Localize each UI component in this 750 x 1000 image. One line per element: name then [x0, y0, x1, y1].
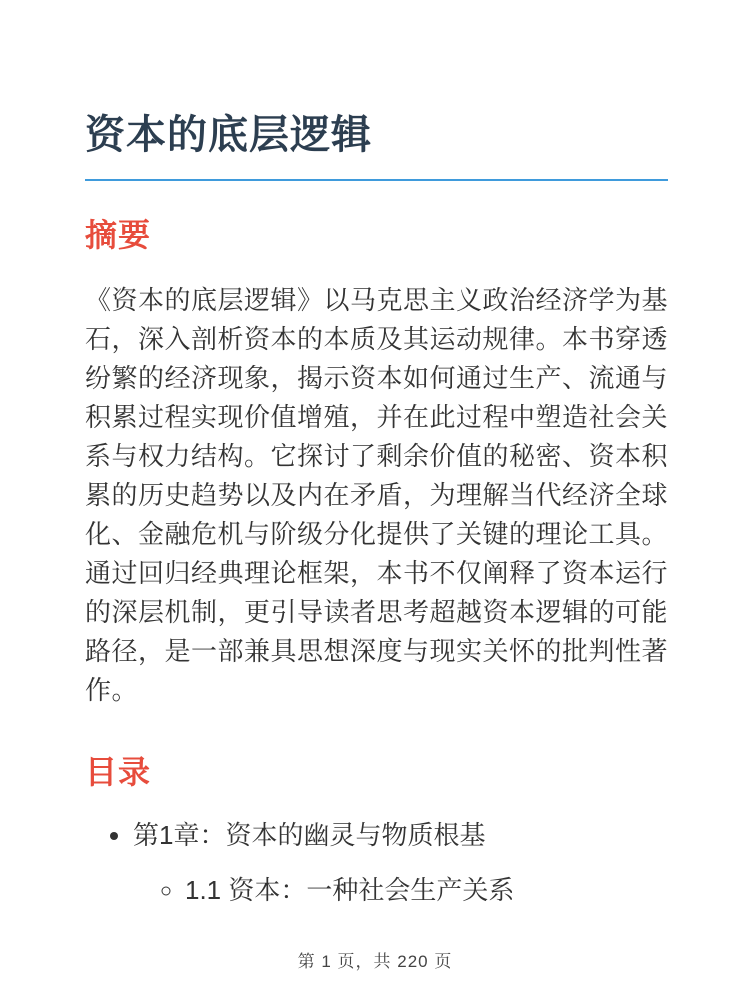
- toc-section-item: [185, 871, 668, 910]
- toc-heading: 目录: [85, 754, 152, 790]
- abstract-heading: 摘要: [85, 217, 152, 253]
- document-title: 资本的底层逻辑: [85, 112, 668, 181]
- toc-chapter-label: 第1章：资本的幽灵与物质根基: [133, 820, 486, 850]
- abstract-paragraph: 《资本的底层逻辑》以马克思主义政治经济学为基石，深入剖析资本的本质及其运动规律。本书穿透纷繁的经济现象，揭示资本如何通过生产、流通与积累过程实现价值增殖，并在此过程中塑造社会关系与权力结构。它探讨了剩余价值的秘密、资本积累的历史趋势以及内在矛盾，为理解当代经济全球化、金融危机与阶级分化提供了关键的理论工具。通过回归经典理论框架，本书不仅阐释了资本运行的深层机制，更引导读者思考超越资本逻辑的可能路径，是一部兼具思想深度与现实关怀的批判性著作。: [85, 285, 669, 705]
- toc-chapter-item: [133, 816, 668, 910]
- toc-list: [85, 816, 668, 910]
- page-number-indicator: 第 1 页，共 220 页: [297, 952, 453, 971]
- toc-section-label: 1.1 资本：一种社会生产关系: [185, 875, 515, 905]
- toc-sublist: [133, 871, 668, 910]
